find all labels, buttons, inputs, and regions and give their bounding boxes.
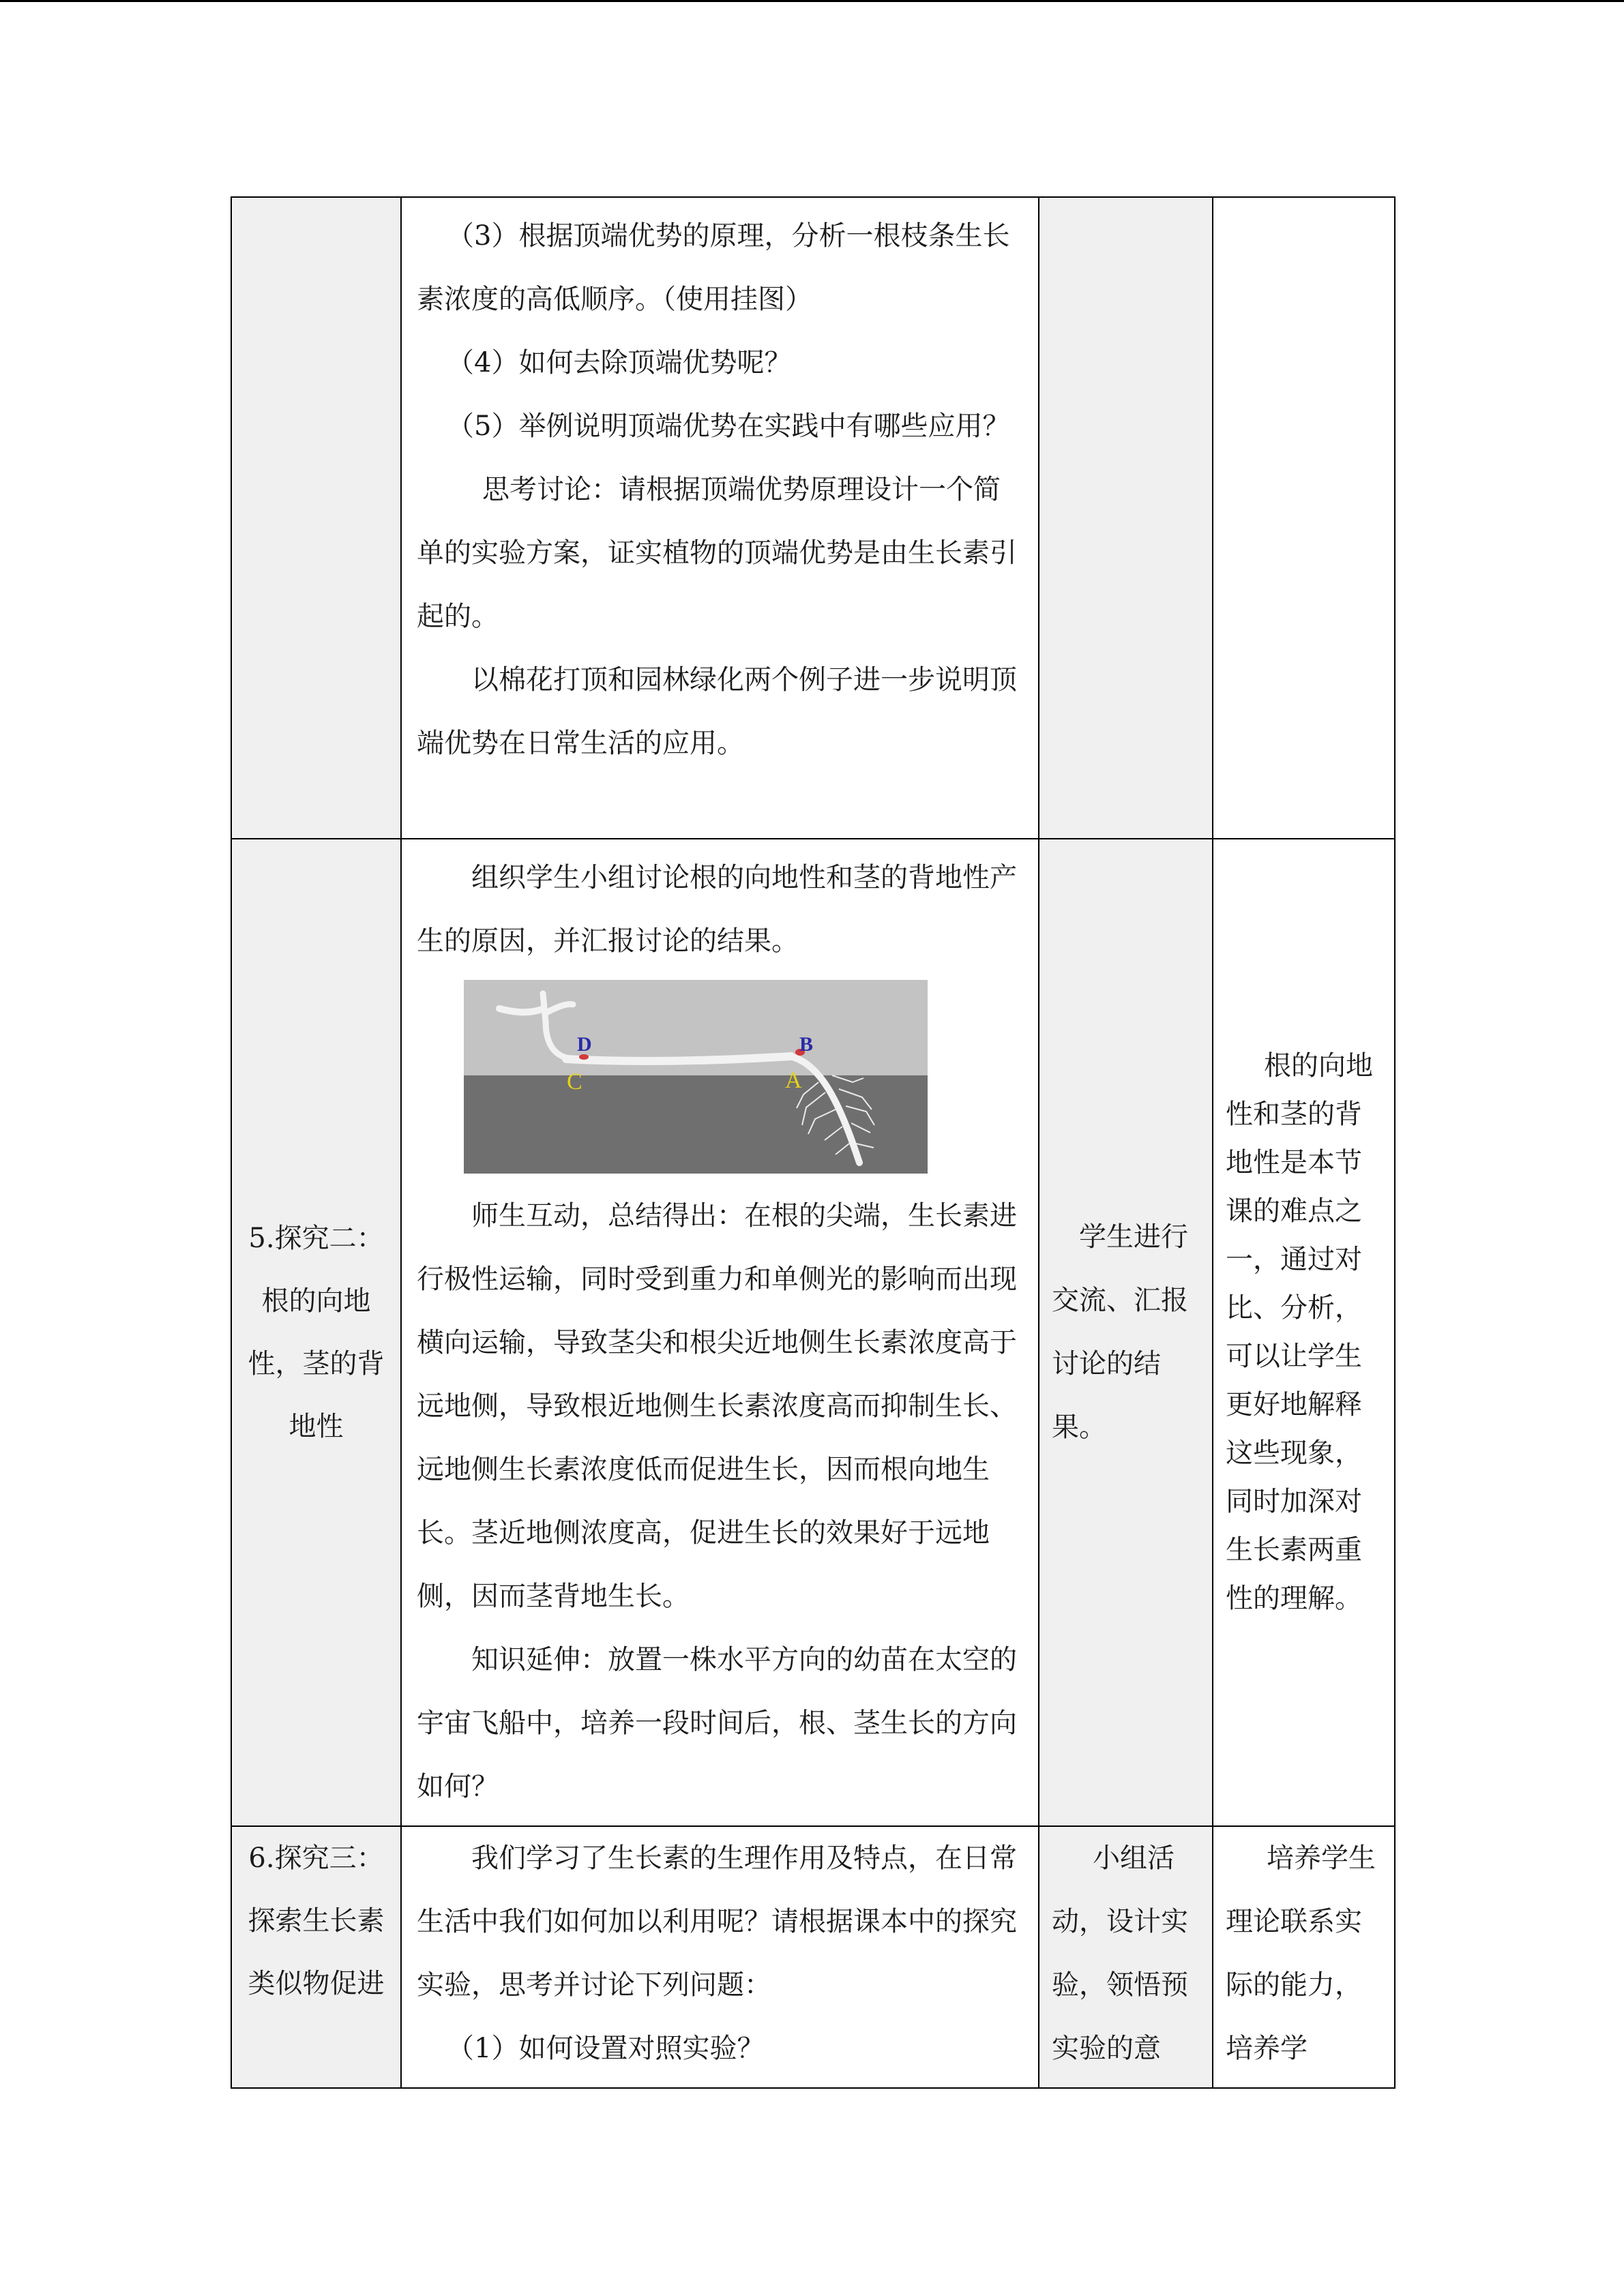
paragraph: （3）根据顶端优势的原理，分析一根枝条生长素浓度的高低顺序。（使用挂图） [417, 220, 1010, 315]
content-cell [401, 197, 1039, 839]
design-intent-text: 培养学生理论联系实际的能力，培养学 [1226, 1843, 1376, 2064]
paragraph: 师生互动，总结得出：在根的尖端，生长素进行极性运输，同时受到重力和单侧光的影响而出现横向运输，导致茎尖和根尖近地侧生长素浓度高于远地侧，导致根近地侧生长素浓度高而抑制生长、远地侧生长素浓度低而促进生长，因而根向地生长。茎近地侧浓度高，促进生长的效果好于远地侧，因而茎背地生长。 [417, 1200, 1017, 1612]
paragraph: 知识延伸：放置一株水平方向的幼苗在太空的宇宙飞船中，培养一段时间后，根、茎生长的方向如何？ [417, 1644, 1017, 1802]
student-activity-text: 学生进行交流、汇报讨论的结果。 [1052, 1221, 1188, 1443]
table-row [231, 839, 1395, 1826]
content-cell [401, 839, 1039, 1826]
student-activity-cell [1039, 839, 1213, 1826]
paragraph: （1）如何设置对照实验？ [447, 2033, 765, 2064]
step-cell [231, 839, 401, 1826]
design-intent-cell [1213, 1826, 1395, 2088]
step-cell [231, 1826, 401, 2088]
seedling-diagram [464, 980, 928, 1174]
step-cell [231, 197, 401, 839]
label-b: B [799, 1033, 814, 1056]
cotyledon-left [499, 1009, 544, 1012]
label-d: D [577, 1033, 592, 1056]
paragraph: 我们学习了生长素的生理作用及特点，在日常生活中我们如何加以利用呢？请根据课本中的探究实验，思考并讨论下列问题： [417, 1843, 1017, 2001]
table-row [231, 197, 1395, 839]
label-c: C [567, 1069, 582, 1094]
design-intent-text: 根的向地性和茎的背地性是本节课的难点之一，通过对比、分析，可以让学生更好地解释这些现象，同时加深对生长素两重性的理解。 [1226, 1050, 1373, 1614]
paragraph: （5）举例说明顶端优势在实践中有哪些应用？ [447, 411, 1010, 442]
design-intent-cell [1213, 839, 1395, 1826]
paragraph: （4）如何去除顶端优势呢？ [447, 347, 792, 378]
horizontal-axis [566, 1056, 791, 1061]
student-activity-cell [1039, 1826, 1213, 2088]
page-top-rule [0, 0, 1624, 2]
student-activity-text: 小组活动，设计实验，领悟预实验的意 [1052, 1843, 1188, 2064]
label-a: A [785, 1068, 802, 1093]
table-row [231, 1826, 1395, 2088]
paragraph: 以棉花打顶和园林绿化两个例子进一步说明顶端优势在日常生活的应用。 [417, 664, 1017, 759]
student-activity-cell [1039, 197, 1213, 839]
lesson-plan-table [231, 196, 1396, 2089]
paragraph: 组织学生小组讨论根的向地性和茎的背地性产生的原因，并汇报讨论的结果。 [417, 862, 1017, 957]
design-intent-cell [1213, 197, 1395, 839]
gravitropism-figure [417, 976, 1023, 1180]
content-cell [401, 1826, 1039, 2088]
paragraph: 思考讨论：请根据顶端优势原理设计一个简单的实验方案，证实植物的顶端优势是由生长素引起的。 [417, 474, 1017, 632]
step-label: 5.探究二：根的向地性，茎的背地性 [248, 1223, 385, 1442]
step-label: 6.探究三：探索生长素类似物促进 [248, 1843, 385, 1999]
